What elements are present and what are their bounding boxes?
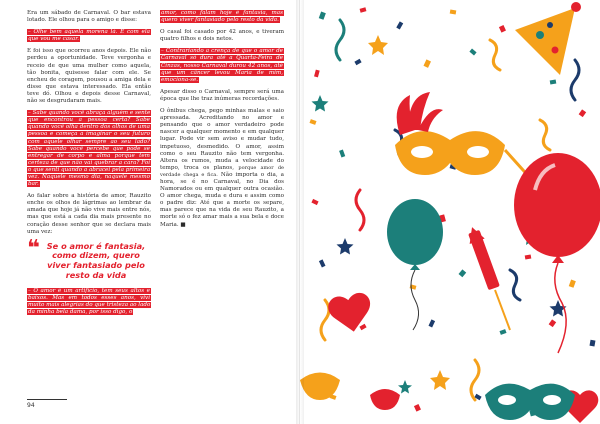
firework-icon [465, 224, 510, 330]
orange-decoration-icon [300, 373, 400, 411]
page-number-rule [27, 399, 67, 400]
paragraph-text: Não importa o dia, a hora, se é no Carnaval, no Dia dos Namorados ou em qualquer outra ocasião. O amor chega, muda e dura e assim como o padre diz: Até que a morte os separe, mas parece que na vida de seu Rauzito, a morte só o fez amar mais a sua bela e doce Maria. [160, 171, 285, 228]
highlighted-text: – Contrariando a crença de que o amor de Carnaval só dura até a Quarta-Feira de Cinzas, nosso Carnaval durou 42 anos, até que um câncer levou Maria de mim, emociona-se. [161, 48, 283, 83]
book-gutter-shadow [296, 0, 304, 424]
paragraph: Ao falar sobre a história de amor, Rauzito enche os olhos de lágrimas ao lembrar da amada que hoje já não vive mais entre nós, mas que está a cada dia mais presente no coração desse senhor que se declara mais uma vez: [27, 193, 151, 235]
paragraph: O casal foi casado por 42 anos, e tiveram quatro filhos e dois netos. [160, 29, 284, 43]
carnival-illustration [300, 0, 600, 424]
highlighted-text: – Sabe quando você abraça alguém e sente que encontrou a pessoa certa? Sabe quando você olha dentro dos olhos de uma pessoa e começa a imaginar o seu futuro com aquele olhar sempre ao seu lado? Sabe quando você percebe que pode se entregar de corpo e alma porque tem certeza de que não vai quebrar a cara? Foi o que senti quando a abracei pela primeira vez. Naquele mesmo dia, naquele mesmo bar. [28, 110, 151, 188]
teal-balloon-icon [387, 199, 443, 330]
red-balloon-icon [514, 153, 600, 353]
paragraph: Apesar disso o Carnaval, sempre será uma época que lhe traz inúmeras recordações. [160, 88, 284, 102]
paragraph: Era um sábado de Carnaval. O bar estava lotado. Ele olhou para o amigo e disse: [27, 10, 151, 24]
end-mark-icon: ■ [180, 221, 186, 228]
highlighted-paragraph [160, 10, 284, 24]
small-text: porque amor de verdade chega e fica. [160, 164, 285, 178]
highlighted-paragraph [27, 288, 151, 316]
paragraph-text: O ônibus chega, pego minhas malas e saio apressada. Acreditando no amor e pensando que o amor verdadeiro pode nascer a qualquer momento e em qualquer lugar. Pode vir sem aviso e mudar tudo, impetuoso, desmedido. O amor, assim como o seu Rauzito não tem vergonha. Altera os rumos, muda a velocidade do tempo, troca os planos, [160, 108, 284, 171]
highlighted-text: – Olhe bem aquela morena lá. É com ela que vou me casar. [28, 29, 150, 43]
highlighted-text: amor, como falam hoje é fantasia, mas quero viver fantasiado pelo resto da vida. [161, 10, 283, 24]
highlighted-text: – O amor é um artifício, tem seus altos e baixos. Mas em todos esses anos, vivi muito mais alegrias do que tristeza ao lado da minha bela dama, por isso digo, o [28, 288, 151, 316]
paragraph: E foi isso que ocorreu anos depois. Ele não perdeu a oportunidade. Teve vergonha e receio de que uma mulher como aquela, tão bonita, quisesse falar com ele. Se encheu de coragem, pousou a amiga dela e disse que estava interessado. Ela então teve dó. Olhou e depois desse Carnaval, não se desgrudaram mais. [27, 48, 151, 105]
highlighted-paragraph [27, 110, 151, 188]
pull-quote-text: Se o amor é fantasia, como dizem, quero viver fantasiado pelo resto da vida [46, 240, 146, 280]
right-text-column [160, 10, 284, 234]
party-hat-icon [515, 2, 581, 75]
pull-quote [27, 235, 151, 280]
illustration-page [300, 0, 600, 424]
highlighted-paragraph [160, 48, 284, 83]
quote-mark-icon: ❝ [27, 235, 40, 261]
left-column [27, 10, 151, 321]
highlighted-paragraph [27, 29, 151, 43]
paragraph [160, 108, 284, 229]
bottom-mask-icon [485, 384, 575, 420]
page-number: 94 [27, 402, 35, 409]
